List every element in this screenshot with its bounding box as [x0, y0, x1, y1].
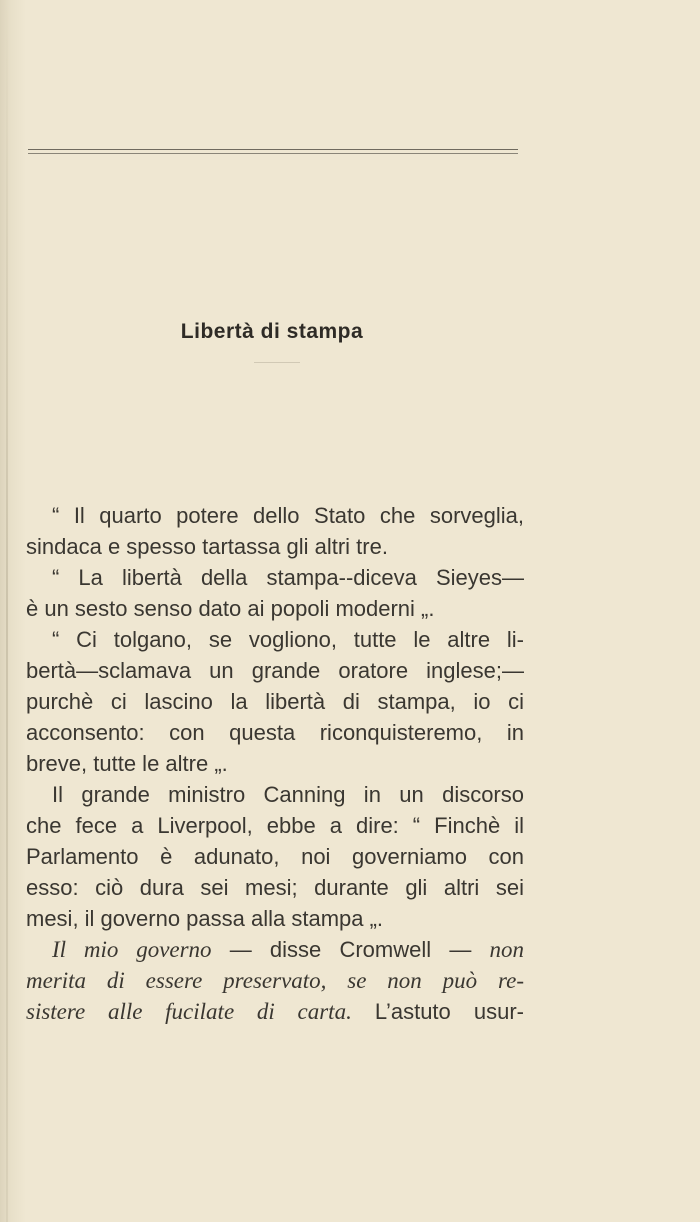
text-line: Parlamento è adunato, noi governiamo con — [26, 844, 524, 869]
quote-line — [26, 965, 524, 996]
title-underline — [254, 362, 300, 363]
text-line: esso: ciò dura sei mesi; durante gli altri sei — [26, 875, 524, 900]
text-line: breve, tutte le altre „. — [26, 751, 228, 776]
roman-text: L’astuto usur- — [351, 999, 524, 1024]
header-rule-bottom — [28, 153, 518, 154]
italic-text: Il mio governo — [52, 937, 212, 962]
quote-line — [26, 996, 524, 1027]
header-rule-top — [28, 149, 518, 150]
text-line: “ Il quarto potere dello Stato che sorveglia, — [52, 503, 524, 528]
binding-gutter — [6, 0, 8, 1222]
quote-line — [26, 934, 524, 965]
italic-text: merita di essere preservato, se non può re- — [26, 968, 524, 993]
text-line: è un sesto senso dato ai popoli moderni „. — [26, 596, 435, 621]
roman-text: — disse Cromwell — — [211, 937, 490, 962]
text-line: acconsento: con questa riconquisteremo, in — [26, 720, 524, 745]
text-line: “ La libertà della stampa--diceva Sieyes— — [52, 565, 524, 590]
text-line: “ Ci tolgano, se vogliono, tutte le altre li- — [52, 627, 524, 652]
text-line: bertà—sclamava un grande oratore inglese;— — [26, 658, 524, 683]
text-line: sindaca e spesso tartassa gli altri tre. — [26, 534, 388, 559]
text-line: che fece a Liverpool, ebbe a dire: “ Finchè il — [26, 813, 524, 838]
body-text — [26, 500, 524, 1027]
italic-text: non — [489, 937, 525, 962]
text-line: Il grande ministro Canning in un discorso — [52, 782, 524, 807]
text-line: mesi, il governo passa alla stampa „. — [26, 906, 384, 931]
text-line: purchè ci lascino la libertà di stampa, io ci — [26, 689, 524, 714]
chapter-title: Libertà di stampa — [180, 320, 364, 343]
italic-text: sistere alle fucilate di carta. — [26, 999, 352, 1024]
